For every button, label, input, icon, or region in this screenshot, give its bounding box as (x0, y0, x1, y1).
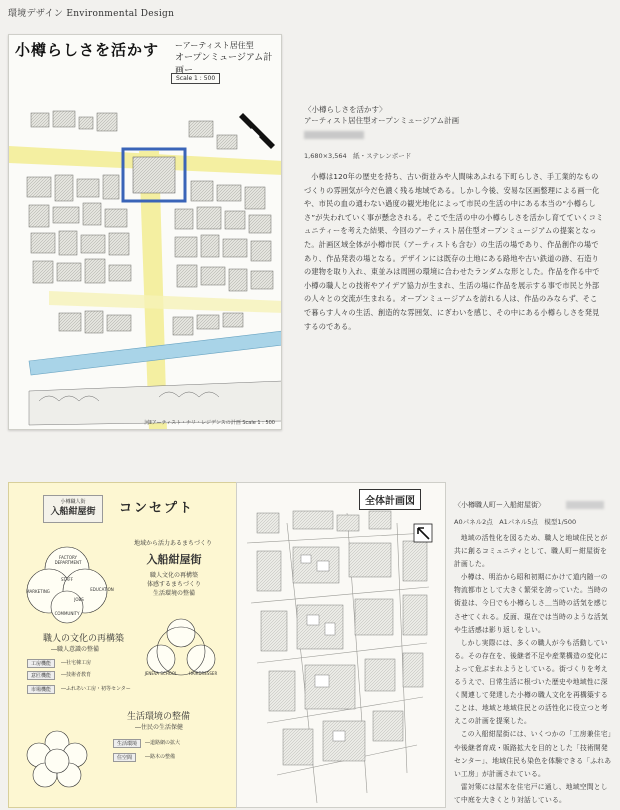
author-name-redacted (304, 131, 364, 139)
label-design-note: ―技術者教育 (61, 672, 92, 678)
work2-paragraph2: 小樽は、明治から昭和初期にかけて道内随一の物流都市として大きく繁栄を誇っていた。当時の街並は、今日でも小樽らしさ＿当時の活気を感じさせてくれる。反面、現在では当時のような活気や生活感は影り返しをしい。 (454, 573, 608, 634)
word-department: DEPARTMENT (54, 560, 82, 565)
work1-caption1: 〈小樽らしさを活かす〉 (304, 105, 387, 114)
work1-board (8, 34, 282, 430)
board-subtitle-line1: ーアーティスト居住型 (175, 41, 254, 50)
life-heading: 生活環境の整備 (127, 712, 191, 722)
label-housing-note: ―路木の整備 (145, 754, 176, 760)
work2-paragraph5: 雷対策には屋木を住宅戸に通し、地域空間として中庭を大きくとり対話している。 (454, 782, 608, 804)
label-market: 市場機能 (27, 685, 55, 694)
diagram-word-staff: STAFF (60, 577, 73, 582)
life-sub: ―住民の生活保健 (135, 724, 184, 731)
diagram-word-hairdresser: HAIRDRESSER (188, 671, 218, 676)
work2-spec: A0パネル2点 A1パネル5点 模型1/500 (454, 518, 577, 526)
work1-description (304, 104, 604, 333)
board-footer: 河Ⅱアーティスト・ナリ・レジデンスの計画 Scale 1 : 500 (144, 420, 275, 426)
work2-paragraph4: この入船紺屋街には、いくつかの「工房兼住宅」や後継者育成・販路拡大を目的とした「技術開発センター」、地域住民も染色を体験できる「ふれあい工房」が計画されている。 (454, 730, 612, 778)
work2-paragraph1: 地域の活性化を図るため、職人と地域住民とが共に創るコミュニティとして、職人町ー紺屋街を計画した。 (454, 534, 608, 569)
work2-paragraph3: しかし実際には、多くの職人が今も活動している。その存在を、後継者不足や産業構造の変化によって危ぶまれようとしている。街づくりを考えるうえで、日常生活に根づいた歴史や地域性に深く関連して発達した小樽の職人文化を再構築することは、地域と地域住民との活性化に役立つと考えこの計画を提案した。 (454, 638, 608, 726)
concept-tag-big: 入船紺屋街 (50, 507, 96, 517)
concept-sub1: 職人文化の再構築 (149, 572, 198, 579)
header-jp: 環境デザイン (8, 9, 64, 19)
overall-plan-drawing (237, 483, 446, 808)
label-market-note: ―ふれあい工房・初等センター (61, 686, 131, 692)
work1-spec: 1,680×3,564 紙・ステレンボード (304, 152, 412, 160)
header-en: Environmental Design (66, 9, 175, 19)
label-housing: 住空間 (113, 753, 136, 762)
diagram-word-education: EDUCATION (90, 587, 114, 592)
word-factory: FACTORY (59, 555, 77, 560)
concept-town: 地域から活力あるまちづくり (134, 540, 212, 547)
label-workshop-note: ―社宅棟工房 (61, 660, 92, 666)
board-title: 小樽らしさを活かす (15, 41, 160, 59)
concept-sub3: 生活環境の整備 (152, 590, 195, 597)
board-subtitle-line2: オープンミュージアム計画ー (175, 53, 273, 76)
plan-board (236, 482, 446, 808)
diagram-word-school: JENEVA SCHOOL (144, 671, 178, 676)
concept-board (8, 482, 240, 808)
work2-caption1: 〈小樽職人町ー入船紺屋街〉 (454, 501, 545, 509)
plan-north-arrow-icon (414, 524, 432, 542)
concept-tag-small: 小樽職人街 (60, 499, 86, 505)
plan-title: 全体計画図 (359, 489, 421, 510)
diagram-word-factory (47, 555, 89, 565)
diagram-word-marketing: MARKETING (26, 589, 50, 594)
work1-paragraph: 小樽は120年の歴史を持ち、古い街並みや人間味あふれる下町らしさ、手工業的なものづくりの雰囲気が今だ色濃く残る地域である。しかし今後、安易な区画整理による画一化や、市民の血の通わない過度の観光地化によって市民の生活の中にある本当の“小樽らしさ”が失われていく事が懸念される。そこで生活の中の小樽らしさを活かし育てていくコミュニティーを考えた結果、今回のアーティスト居住型オープンミュージアムの提案となった。計画区域全体が小樽市民（アーティストも含む）の生活の場であり、作品創作の場であり、作品発表の場となる。デザインには既存の土地にある路地や古い鉄道の跡、石造りの建物を取り入れ、東並みは周囲の環境に合わせたランダムな形とした。作品を作る中で小樽の職人との技術やアイデア協力が生まれ、生活の場に作品を展示する事で市民と外部の人々との交流が生まれる。オープンミュージアムを訪れる人は、作品のみならず、そこで暮らす人々の生活、創造的な雰囲気、にぎわいを感じ、その中にある小樽らしさを発見するのである。 (304, 172, 604, 331)
concept-sub2: 体感するまちづくり (147, 581, 201, 588)
site-plan-drawing (9, 91, 282, 430)
concept-title: コンセプト (119, 501, 195, 516)
label-design: 意匠機能 (27, 671, 55, 680)
work2-description (454, 500, 614, 807)
culture-sub: ―職人意識の整備 (51, 646, 100, 653)
diagram-word-community: COMMUNITY (54, 611, 80, 616)
work1-caption2: アーティスト居住型オープンミュージアム計画 (304, 116, 460, 125)
concept-name: 入船紺屋街 (146, 553, 202, 566)
culture-heading: 職人の文化の再構築 (43, 634, 125, 644)
label-living: 生活環境 (113, 739, 141, 748)
label-living-note: ―道路網の拡大 (145, 740, 181, 746)
label-workshop: 工房機能 (27, 659, 55, 668)
page-header (8, 6, 174, 19)
diagram-word-jobs: JOBS (74, 597, 84, 602)
board-scale: Scale 1 : 500 (171, 73, 220, 84)
